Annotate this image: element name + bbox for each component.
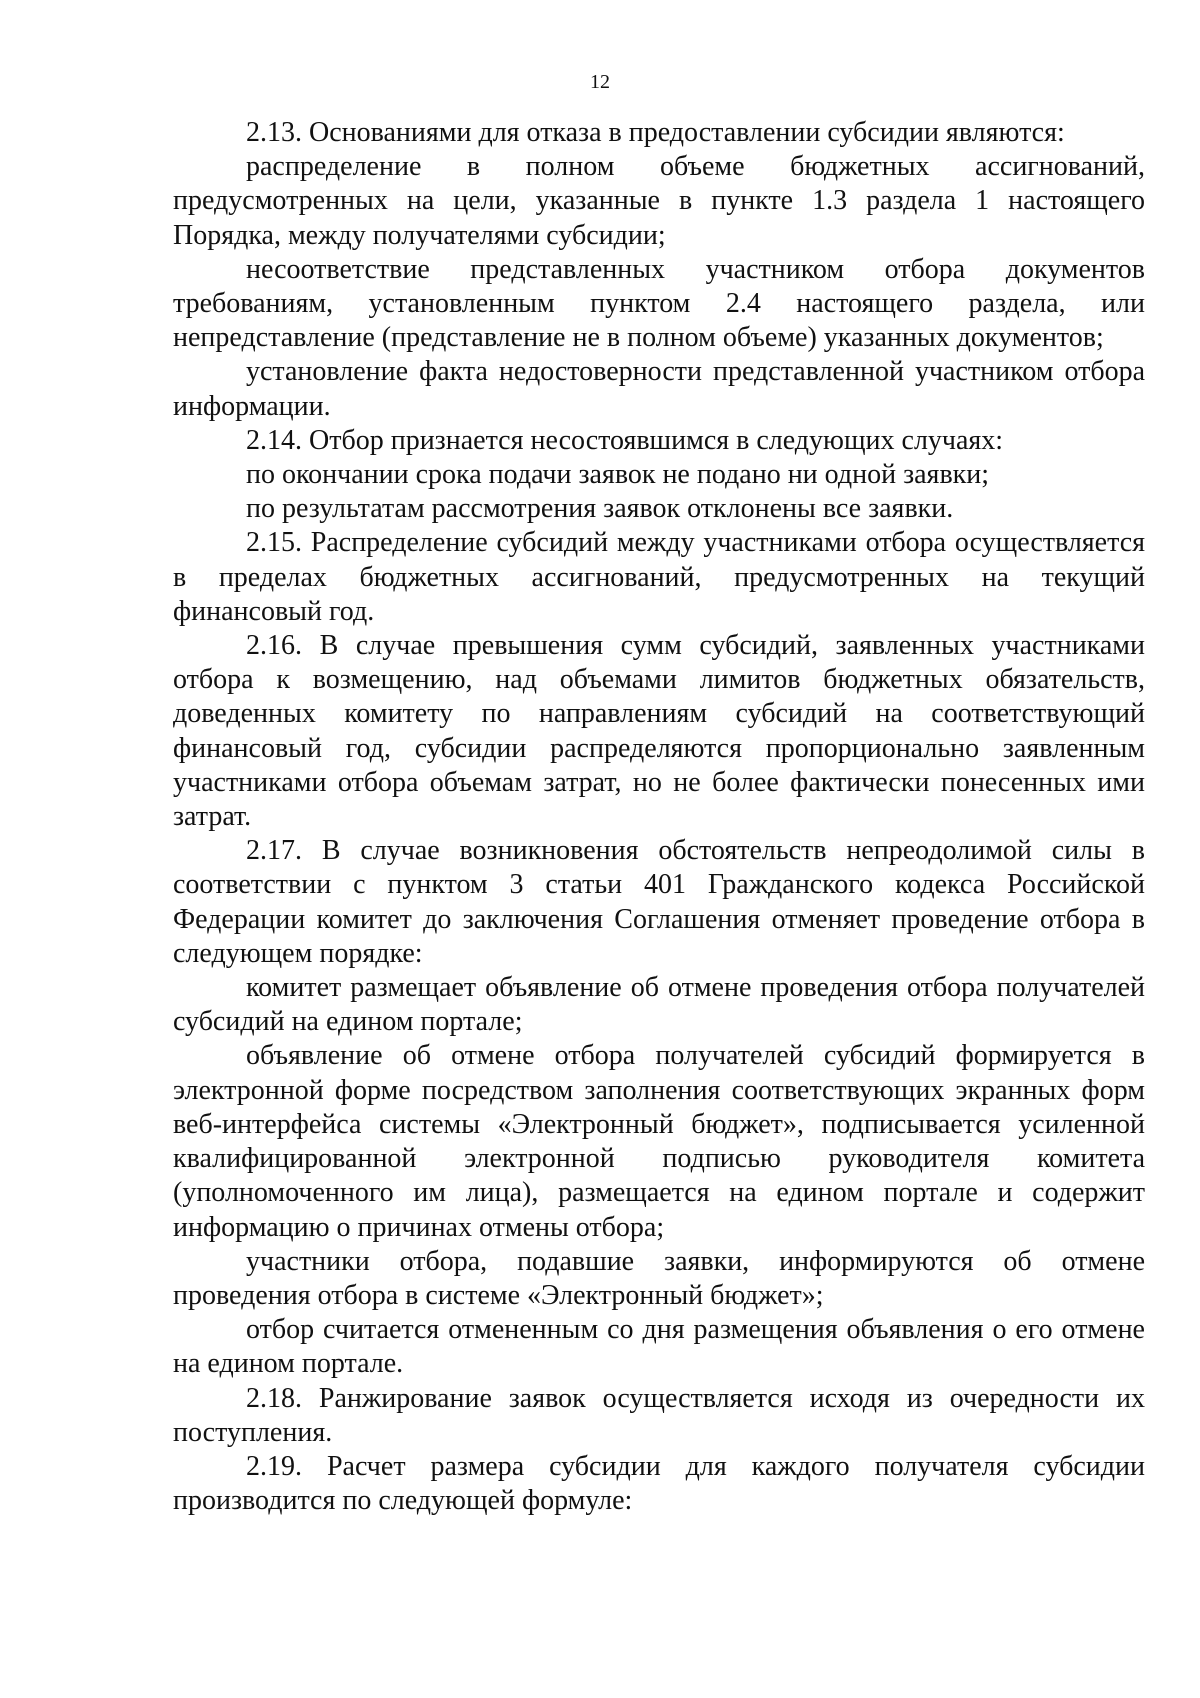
paragraph-2-19: 2.19. Расчет размера субсидии для каждого получателя субсидии производится по следующей формуле:: [173, 1450, 1145, 1517]
paragraph-2-14: 2.14. Отбор признается несостоявшимся в следующих случаях:: [246, 424, 1004, 456]
paragraph-2-16: 2.16. В случае превышения сумм субсидий, заявленных участниками отбора к возмещению, над объемами лимитов бюджетных обязательств, доведенных комитету по направлениям субсидий на соответствующий финансовый год, субсидии распределяются пропорционально заявленным участниками отбора объемам затрат, но не более фактически понесенных ими затрат.: [173, 630, 1145, 833]
paragraph-all-rejected: по результатам рассмотрения заявок отклонены все заявки.: [246, 493, 954, 525]
paragraph-cancel-announcement: комитет размещает объявление об отмене проведения отбора получателей субсидий на едином портале;: [173, 972, 1145, 1038]
paragraph-cancellation-date: отбор считается отмененным со дня размещения объявления о его отмене на едином портале.: [173, 1314, 1145, 1380]
page-number: 12: [590, 71, 610, 93]
paragraph-2-13: 2.13. Основаниями для отказа в предоставлении субсидии являются:: [246, 117, 1065, 148]
paragraph-budget-allocation: распределение в полном объеме бюджетных ассигнований, предусмотренных на цели, указанные в пункте 1.3 раздела 1 настоящего Порядка, между получателями субсидии;: [173, 151, 1145, 251]
paragraph-false-information: установление факта недостоверности представленной участником отбора информации.: [173, 356, 1145, 422]
document-body: [173, 116, 1145, 1518]
paragraph-2-15: 2.15. Распределение субсидий между участниками отбора осуществляется в пределах бюджетных ассигнований, предусмотренных на текущий финансовый год.: [173, 527, 1145, 627]
paragraph-documents-mismatch: несоответствие представленных участником отбора документов требованиям, установленным пунктом 2.4 настоящего раздела, или непредставление (представление не в полном объеме) указанных документов;: [173, 253, 1145, 354]
paragraph-2-17: 2.17. В случае возникновения обстоятельств непреодолимой силы в соответствии с пунктом 3 статьи 401 Гражданского кодекса Российской Федерации комитет до заключения Соглашения отменяет проведение отбора в следующем порядке:: [173, 835, 1145, 969]
paragraph-participants-informed: участники отбора, подавшие заявки, информируются об отмене проведения отбора в системе «Электронный бюджет»;: [173, 1245, 1145, 1311]
paragraph-electronic-form: объявление об отмене отбора получателей субсидий формируется в электронной форме посредством заполнения соответствующих экранных форм веб-интерфейса системы «Электронный бюджет», подписывается усиленной квалифицированной электронной подписью руководителя комитета (уполномоченного им лица), размещается на едином портале и содержит информацию о причинах отмены отбора;: [173, 1040, 1145, 1243]
paragraph-no-applications: по окончании срока подачи заявок не подано ни одной заявки;: [246, 459, 990, 491]
paragraph-2-18: 2.18. Ранжирование заявок осуществляется исходя из очередности их поступления.: [173, 1382, 1145, 1448]
